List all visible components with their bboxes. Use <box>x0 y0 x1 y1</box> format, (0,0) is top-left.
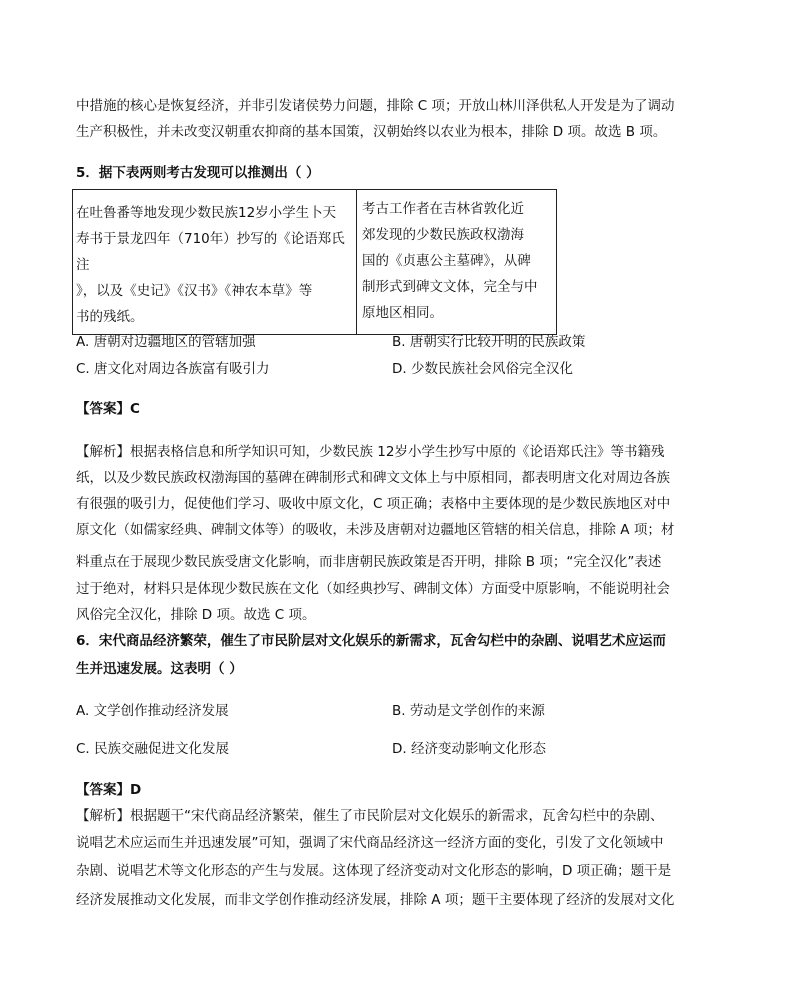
q5-analysis-line: 风俗完全汉化，排除 D 项。故选 C 项。 <box>76 607 316 623</box>
question-6-stem-line-1: 6．宋代商品经济繁荣，催生了市民阶层对文化娱乐的新需求，瓦舍勾栏中的杂剧、说唱艺术应运而 <box>76 633 666 649</box>
q6-option-b[interactable]: B. 劳动是文学创作的来源 <box>392 703 545 719</box>
table-line: 书的残纸。 <box>76 309 144 325</box>
table-cell-bohai <box>357 190 557 335</box>
intro-line-1: 中措施的核心是恢复经济，并非引发诸侯势力问题，排除 C 项；开放山林川泽供私人开发是为了调动 <box>76 98 675 114</box>
table-line: 制形式到碑文文体，完全与中 <box>362 279 538 295</box>
q5-option-d[interactable]: D. 少数民族社会风俗完全汉化 <box>392 361 573 377</box>
q5-option-b[interactable]: B. 唐朝实行比较开明的民族政策 <box>392 334 586 350</box>
q5-option-a[interactable]: A. 唐朝对边疆地区的管辖加强 <box>76 334 256 350</box>
table-line: 寿书于景龙四年（710年）抄写的《论语郑氏注 <box>76 231 345 273</box>
table-line: 国的《贞惠公主墓碑》，从碑 <box>362 253 531 269</box>
q6-analysis-line: 说唱艺术应运而生并迅速发展”可知，强调了宋代商品经济这一经济方面的变化，引发了文化领域中 <box>76 835 664 851</box>
q6-analysis-line: 经济发展推动文化发展，而非文学创作推动经济发展，排除 A 项；题干主要体现了经济的发展对文化 <box>76 892 675 908</box>
q5-analysis-line: 原文化（如儒家经典、碑制文体等）的吸收，未涉及唐朝对边疆地区管辖的相关信息，排除 A 项；材 <box>76 522 675 538</box>
q5-option-c[interactable]: C. 唐文化对周边各族富有吸引力 <box>76 361 270 377</box>
table-line: 在吐鲁番等地发现少数民族12岁小学生卜天 <box>76 205 337 221</box>
q6-option-a[interactable]: A. 文学创作推动经济发展 <box>76 703 229 719</box>
q5-analysis-line: 料重点在于展现少数民族受唐文化影响，而非唐朝民族政策是否开明，排除 B 项；“完全汉化”表述 <box>76 554 662 570</box>
q5-answer: 【答案】C <box>76 401 140 417</box>
q5-analysis-line: 【解析】根据表格信息和所学知识可知，少数民族 12岁小学生抄写中原的《论语郑氏注》等书籍残 <box>76 444 665 460</box>
archaeology-table <box>72 189 557 335</box>
table-line: 考古工作者在吉林省敦化近 <box>362 201 524 217</box>
intro-line-2: 生产积极性，并未改变汉朝重农抑商的基本国策，汉朝始终以农业为根本，排除 D 项。故选 B 项。 <box>76 124 667 140</box>
q5-analysis-line: 纸，以及少数民族政权渤海国的墓碑在碑制形式和碑文文体上与中原相同，都表明唐文化对周边各族 <box>76 470 670 486</box>
q6-analysis-line: 【解析】根据题干“宋代商品经济繁荣，催生了市民阶层对文化娱乐的新需求，瓦舍勾栏中的杂剧、 <box>76 808 664 824</box>
q6-option-c[interactable]: C. 民族交融促进文化发展 <box>76 741 230 757</box>
question-5-stem: 5．据下表两则考古发现可以推测出（ ） <box>76 165 320 181</box>
table-cell-turpan <box>73 190 357 335</box>
q6-analysis-line: 杂剧、说唱艺术等文化形态的产生与发展。这体现了经济变动对文化形态的影响，D 项正确；题干是 <box>76 863 672 879</box>
table-line: 郊发现的少数民族政权渤海 <box>362 227 524 243</box>
q5-analysis-line: 有很强的吸引力，促使他们学习、吸收中原文化，C 项正确；表格中主要体现的是少数民族地区对中 <box>76 496 671 512</box>
q6-option-d[interactable]: D. 经济变动影响文化形态 <box>392 741 546 757</box>
question-6-stem-line-2: 生并迅速发展。这表明（ ） <box>76 661 243 677</box>
table-line: 原地区相同。 <box>362 305 443 321</box>
table-line: 》，以及《史记》《汉书》《神农本草》等 <box>76 283 313 299</box>
q5-analysis-line: 过于绝对，材料只是体现少数民族在文化（如经典抄写、碑制文体）方面受中原影响，不能说明社会 <box>76 581 670 597</box>
q6-answer: 【答案】D <box>76 782 142 798</box>
